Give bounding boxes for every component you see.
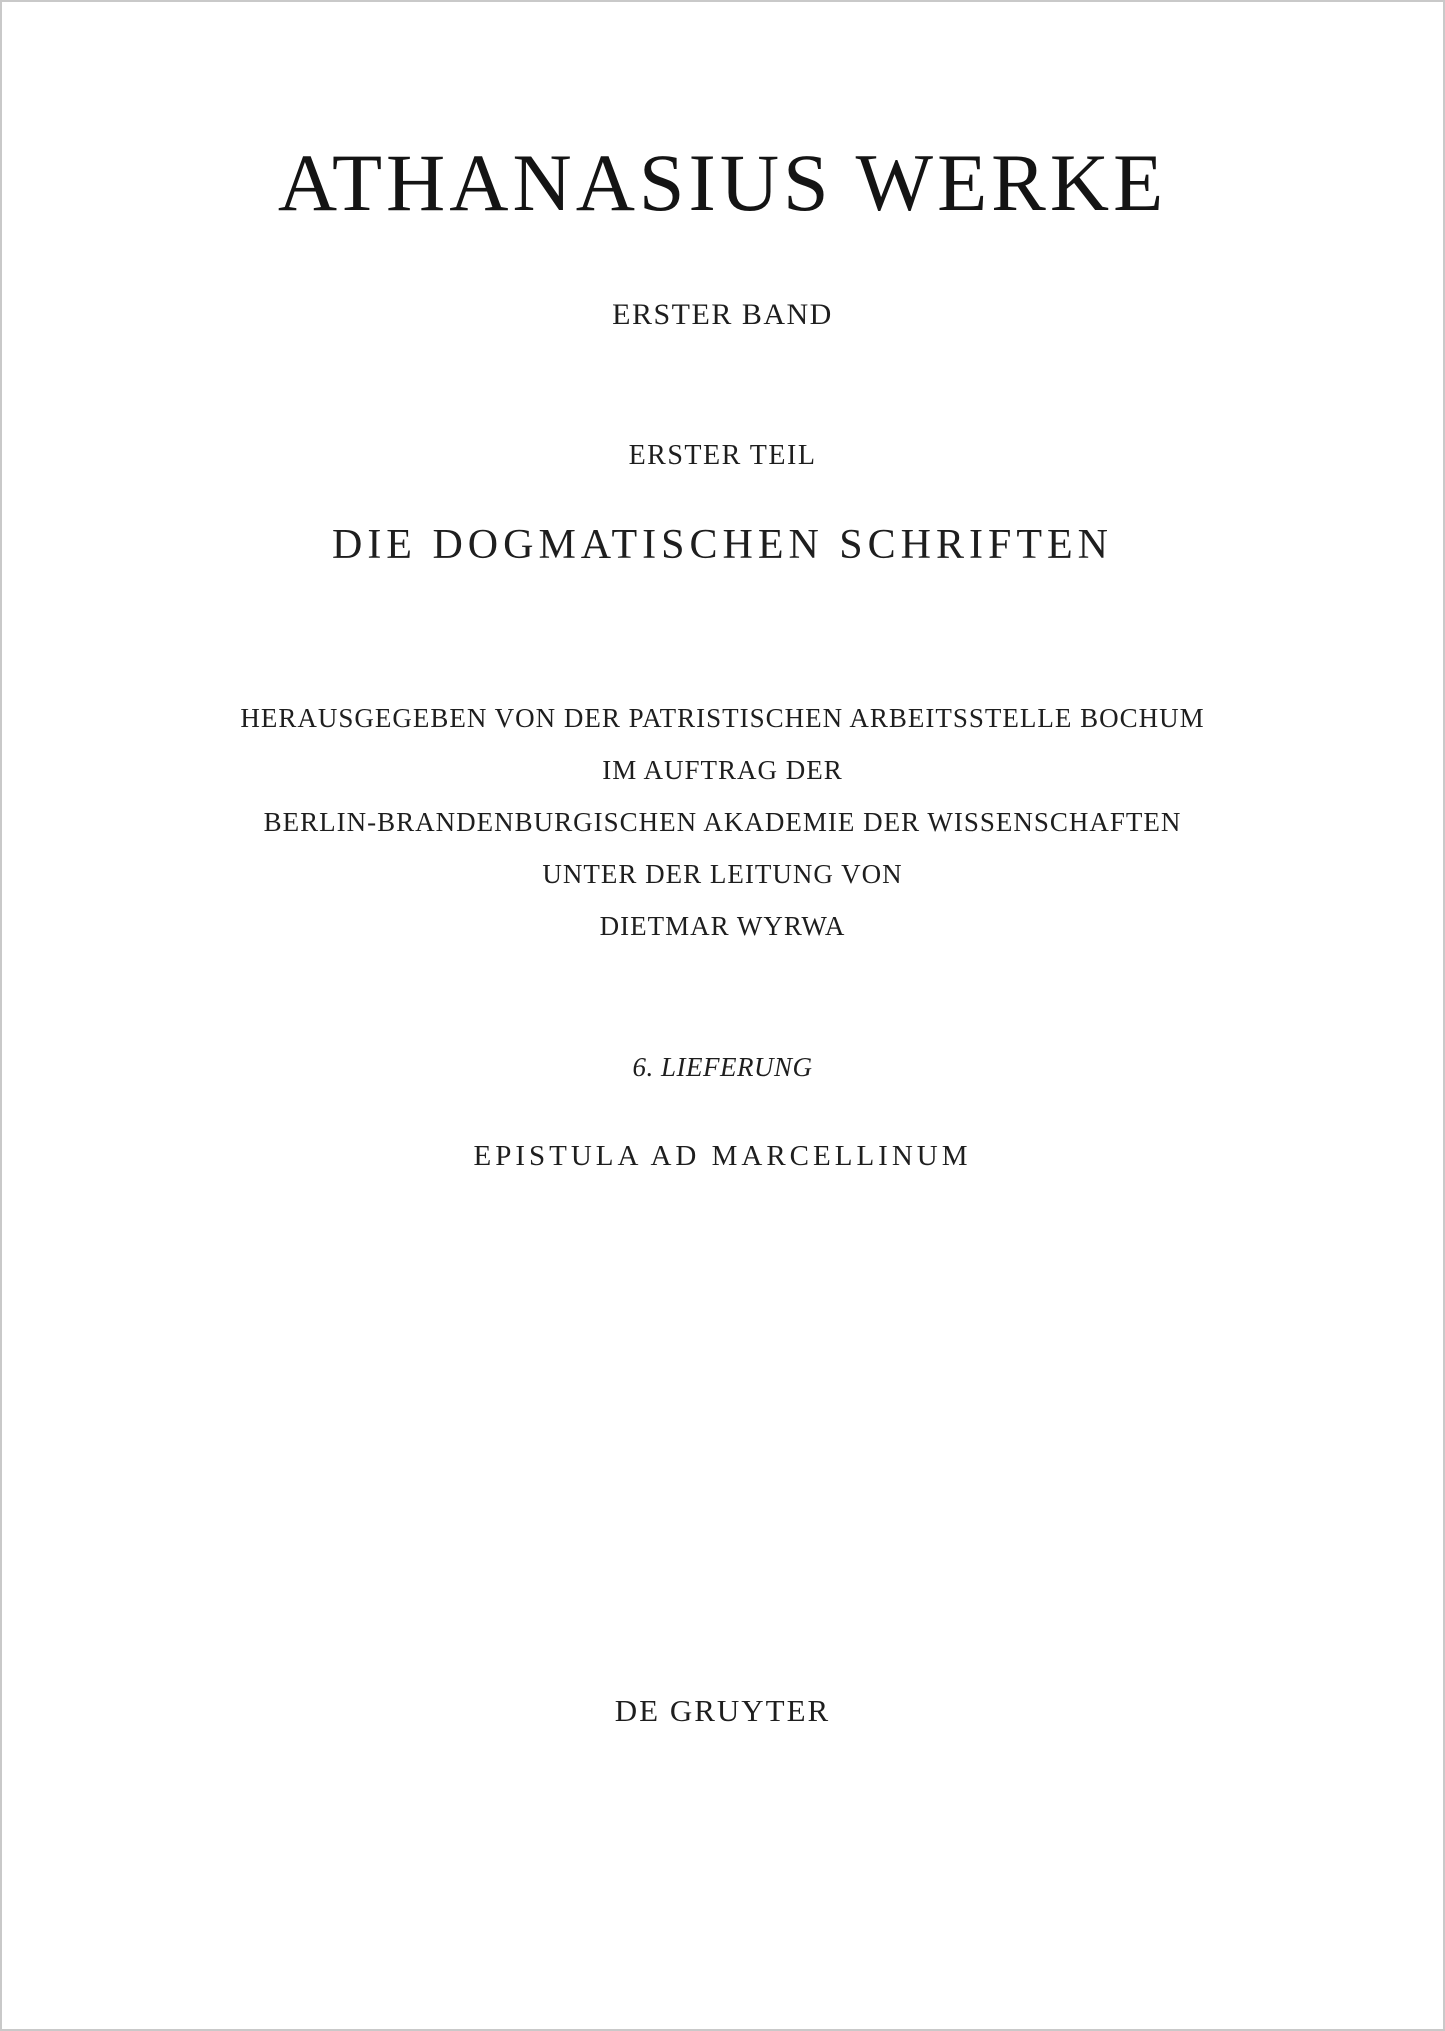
section-title: DIE DOGMATISCHEN SCHRIFTEN <box>331 522 1114 568</box>
book-title: ATHANASIUS WERKE <box>277 137 1168 228</box>
issue-label: 6. LIEFERUNG <box>632 1052 813 1082</box>
volume-label: ERSTER BAND <box>612 298 833 331</box>
work-title: EPISTULA AD MARCELLINUM <box>473 1140 972 1172</box>
publisher-name: DE GRUYTER <box>614 1693 831 1728</box>
editorial-line-academy: BERLIN-BRANDENBURGISCHEN AKADEMIE DER WISSENSCHAFTEN <box>263 807 1182 837</box>
editorial-credits <box>2 692 1443 952</box>
editorial-line-publisher-body: HERAUSGEGEBEN VON DER PATRISTISCHEN ARBEITSSTELLE BOCHUM <box>240 703 1205 733</box>
part-label: ERSTER TEIL <box>628 440 817 471</box>
editorial-line-direction: UNTER DER LEITUNG VON <box>542 859 903 889</box>
editorial-line-commission: IM AUFTRAG DER <box>602 755 843 785</box>
editorial-line-editor: DIETMAR WYRWA <box>599 911 846 941</box>
